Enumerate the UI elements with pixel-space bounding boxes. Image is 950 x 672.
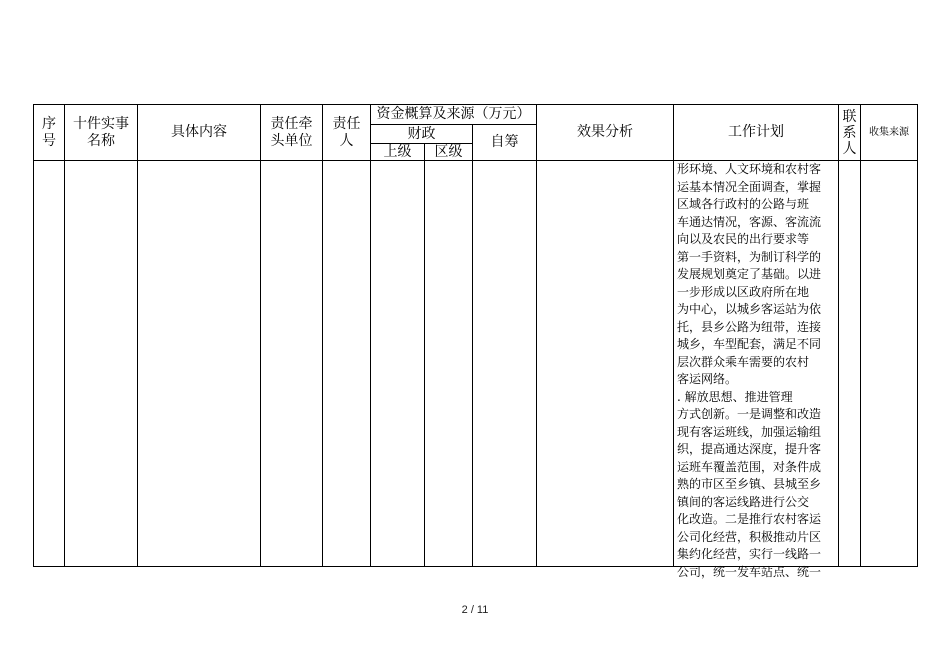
header-upper-level: 上级: [383, 143, 412, 160]
col-border: [424, 143, 425, 567]
col-border: [33, 104, 34, 567]
header-district-level: 区级: [434, 143, 463, 160]
work-plan-line: 托，县乡公路为纽带，连接: [677, 319, 822, 334]
work-plan-line: 织，提高通达深度，提升客: [677, 442, 822, 456]
col-border: [673, 104, 674, 567]
col-border: [860, 104, 861, 567]
work-plan-line: 公司化经营，积极推动片区: [677, 529, 822, 544]
work-plan-line: 运基本情况全面调查，掌握: [677, 179, 822, 194]
work-plan-line: 公司，统一发车站点、统一: [677, 564, 822, 579]
work-plan-line: 运班车覆盖范围，对条件成: [677, 459, 822, 474]
work-plan-line: 车通达情况，客源、客流流: [677, 214, 822, 229]
work-plan-line: 层次群众乘车需要的农村: [677, 354, 810, 369]
header-work-plan: 工作计划: [728, 124, 784, 140]
header-responsible: 责任 人: [332, 115, 361, 149]
header-funding: 资金概算及来源（万元）: [376, 106, 531, 122]
col-border: [260, 104, 261, 567]
header-content: 具体内容: [171, 124, 227, 140]
work-plan-line: 化改造。二是推行农村客运: [677, 512, 822, 526]
col-border: [64, 104, 65, 567]
work-plan-line: 方式创新。一是调整和改造: [677, 407, 822, 421]
header-self-raised: 自筹: [490, 134, 519, 150]
work-plan-line: 客运网络。: [677, 372, 738, 386]
col-border: [137, 104, 138, 567]
work-plan-line: 现有客运班线，加强运输组: [677, 424, 822, 439]
header-item-name: 十件实事 名称: [73, 115, 129, 149]
col-border: [536, 104, 537, 567]
col-border: [322, 104, 323, 567]
work-plan-line: . 解放思想、推进管理: [677, 389, 793, 404]
work-plan-line: 熟的市区至乡镇、县城至乡: [677, 477, 822, 491]
col-border: [838, 104, 839, 567]
header-effect-analysis: 效果分析: [577, 124, 633, 140]
work-plan-line: 镇间的客运线路进行公交: [677, 494, 810, 509]
col-border: [370, 104, 371, 567]
work-plan-line: 为中心，以城乡客运站为依: [677, 302, 822, 316]
work-plan-line: 城乡，车型配套，满足不同: [677, 337, 822, 351]
work-plan-line: 向以及农民的出行要求等: [677, 232, 810, 246]
header-source: 收集来源: [869, 127, 909, 138]
work-plan-line: 一步形成以区政府所在地: [677, 284, 810, 299]
page-number: 2 / 11: [461, 604, 489, 616]
work-plan-line: 区域各行政村的公路与班: [677, 197, 810, 211]
work-plan-text: [677, 161, 835, 579]
header-finance: 财政: [407, 125, 436, 142]
work-plan-line: 发展规划奠定了基础。以进: [677, 267, 822, 281]
col-border: [917, 104, 918, 567]
work-plan-line: 第一手资料，为制订科学的: [677, 249, 822, 264]
header-contact: 联 系 人: [842, 108, 857, 157]
header-seq: 序 号: [42, 115, 56, 149]
work-plan-line: 形环境、人文环境和农村客: [677, 162, 822, 176]
header-lead-unit: 责任牵 头单位: [270, 115, 313, 149]
work-plan-line: 集约化经营，实行一线路一: [677, 547, 822, 561]
col-border: [472, 124, 473, 567]
